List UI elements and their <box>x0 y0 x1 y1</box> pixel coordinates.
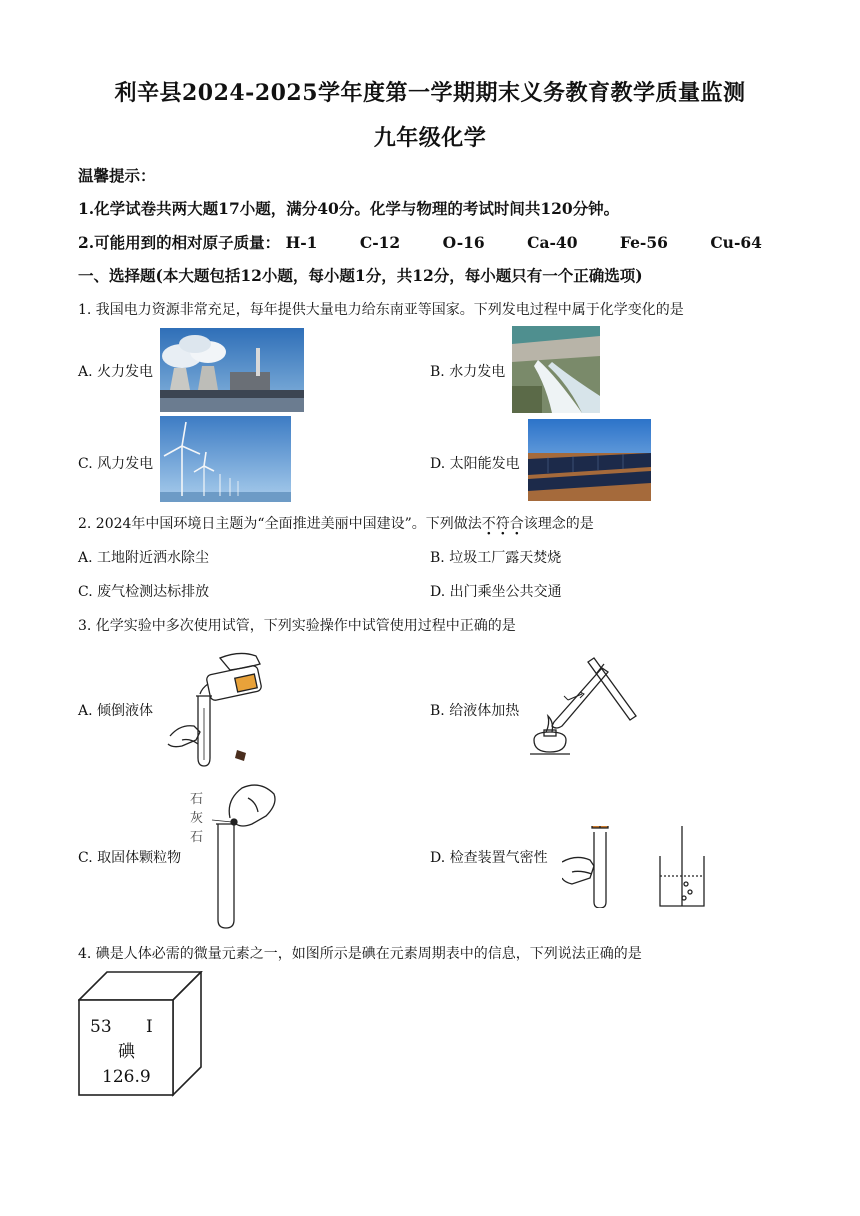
solar-panels-image <box>528 419 651 501</box>
atomic-mass-item: Cu-64 <box>710 233 762 252</box>
atomic-mass-item: Fe-56 <box>619 233 668 252</box>
element-symbol: I <box>146 1017 153 1037</box>
limestone-label-char: 石 <box>190 830 204 845</box>
limestone-label-char: 灰 <box>190 811 204 826</box>
q3-option-b[interactable]: B. 给液体加热 <box>430 703 520 719</box>
atomic-mass-item: O-16 <box>442 233 485 252</box>
heating-liquid-diagram <box>524 650 640 758</box>
hydro-power-dam-image <box>512 326 600 413</box>
q2-option-c[interactable]: C. 废气检测达标排放 <box>78 584 210 600</box>
q2-option-b[interactable]: B. 垃圾工厂露天焚烧 <box>430 550 562 566</box>
question-2-stem <box>78 513 594 533</box>
notice-line-1: 1.化学试卷共两大题17小题，满分40分。化学与物理的考试时间共120分钟。 <box>78 199 620 218</box>
limestone-label-char: 石 <box>190 792 204 807</box>
limestone-label <box>190 790 203 847</box>
notice-line-2 <box>78 231 762 253</box>
q1-option-a[interactable]: A. 火力发电 <box>78 364 154 380</box>
notice-heading: 温馨提示： <box>78 166 156 185</box>
q2-stem-text: 2. 2024年中国环境日主题为“全面推进美丽中国建设”。下列做法 <box>78 516 482 532</box>
solid-sampling-diagram <box>208 782 284 930</box>
atomic-mass-item: C-12 <box>359 233 401 252</box>
emphasis-char: 不 <box>481 516 496 532</box>
solid-particle-icon <box>234 748 248 762</box>
pouring-liquid-diagram <box>160 648 270 770</box>
exam-subtitle: 九年级化学 <box>373 125 487 151</box>
atomic-mass-item: H-1 <box>285 233 318 252</box>
q1-option-d[interactable]: D. 太阳能发电 <box>430 456 520 472</box>
question-1-stem: 1. 我国电力资源非常充足，每年提供大量电力给东南亚等国家。下列发电过程中属于化学变化的是 <box>78 302 684 318</box>
q3-option-d[interactable]: D. 检查装置气密性 <box>430 850 548 866</box>
wind-turbines-image <box>160 416 291 502</box>
emphasis-char: 符 <box>495 516 510 532</box>
emphasis-char: 合 <box>509 516 524 532</box>
q3-option-a[interactable]: A. 倾倒液体 <box>78 703 154 719</box>
question-3-stem: 3. 化学实验中多次使用试管，下列实验操作中试管使用过程中正确的是 <box>78 618 516 634</box>
atomic-mass-label: 2.可能用到的相对原子质量： <box>78 233 281 252</box>
atomic-number: 53 <box>90 1017 112 1037</box>
q2-option-d[interactable]: D. 出门乘坐公共交通 <box>430 584 562 600</box>
q1-option-c[interactable]: C. 风力发电 <box>78 456 154 472</box>
q2-stem-text: 该理念的是 <box>523 516 594 532</box>
section-heading: 一、选择题(本大题包括12小题，每小题1分，共12分，每小题只有一个正确选项) <box>78 266 643 285</box>
thermal-power-plant-image <box>160 328 304 412</box>
q3-option-c[interactable]: C. 取固体颗粒物 <box>78 850 182 866</box>
q1-option-b[interactable]: B. 水力发电 <box>430 364 506 380</box>
airtightness-check-diagram <box>562 826 708 908</box>
exam-title: 利辛县2024-2025学年度第一学期期末义务教育教学质量监测 <box>114 80 746 106</box>
q2-option-a[interactable]: A. 工地附近洒水除尘 <box>78 550 210 566</box>
atomic-mass: 126.9 <box>102 1067 151 1087</box>
element-card-iodine <box>78 971 204 1097</box>
atomic-mass-item: Ca-40 <box>527 233 578 252</box>
question-4-stem: 4. 碘是人体必需的微量元素之一，如图所示是碘在元素周期表中的信息，下列说法正确的是 <box>78 946 642 962</box>
element-name: 碘 <box>118 1042 135 1062</box>
